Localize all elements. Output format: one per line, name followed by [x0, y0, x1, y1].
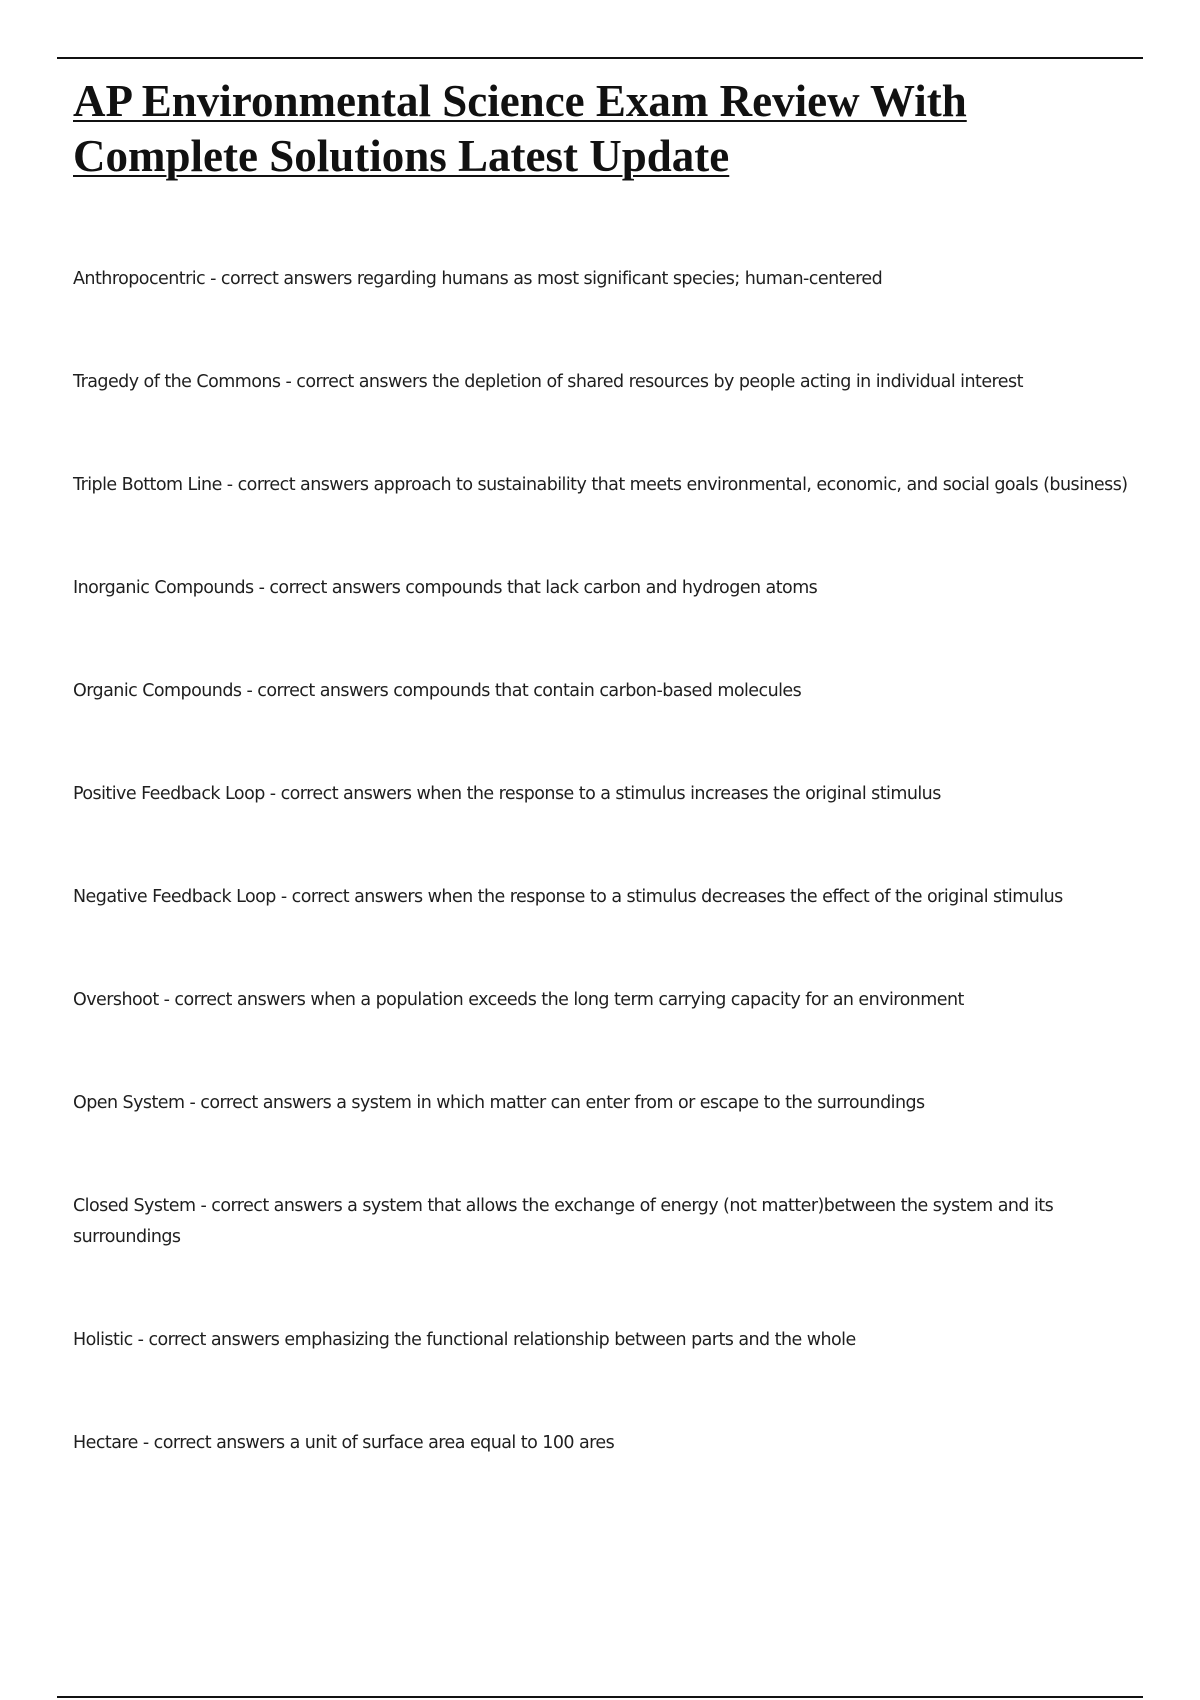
document-title: AP Environmental Science Exam Review With Complete Solutions Latest Update: [73, 76, 967, 181]
definition-entry-anthropocentric: Anthropocentric - correct answers regarding humans as most significant species; human-centered: [73, 269, 883, 289]
definition-entry-hectare: Hectare - correct answers a unit of surface area equal to 100 ares: [73, 1433, 615, 1453]
definition-entry-negative-feedback-loop: Negative Feedback Loop - correct answers when the response to a stimulus decreases the effect of the original stimulus: [73, 887, 1063, 907]
footer-rule: [57, 1696, 1143, 1698]
definition-entry-triple-bottom-line: Triple Bottom Line - correct answers approach to sustainability that meets environmental, economic, and social goals (business): [73, 475, 1128, 495]
definition-list: [73, 264, 1153, 1459]
definition-entry-closed-system: Closed System - correct answers a system that allows the exchange of energy (not matter)between the system and its surroundings: [73, 1196, 1054, 1247]
definition-entry-tragedy-of-the-commons: Tragedy of the Commons - correct answers the depletion of shared resources by people acting in individual interest: [73, 372, 1023, 392]
definition-entry-open-system: Open System - correct answers a system in which matter can enter from or escape to the surroundings: [73, 1093, 925, 1113]
definition-entry-organic-compounds: Organic Compounds - correct answers compounds that contain carbon-based molecules: [73, 681, 802, 701]
definition-entry-holistic: Holistic - correct answers emphasizing the functional relationship between parts and the whole: [73, 1330, 856, 1350]
header-rule: [57, 57, 1143, 59]
definition-entry-positive-feedback-loop: Positive Feedback Loop - correct answers when the response to a stimulus increases the original stimulus: [73, 784, 941, 804]
definition-entry-overshoot: Overshoot - correct answers when a population exceeds the long term carrying capacity for an environment: [73, 990, 964, 1010]
definition-entry-inorganic-compounds: Inorganic Compounds - correct answers compounds that lack carbon and hydrogen atoms: [73, 578, 818, 598]
